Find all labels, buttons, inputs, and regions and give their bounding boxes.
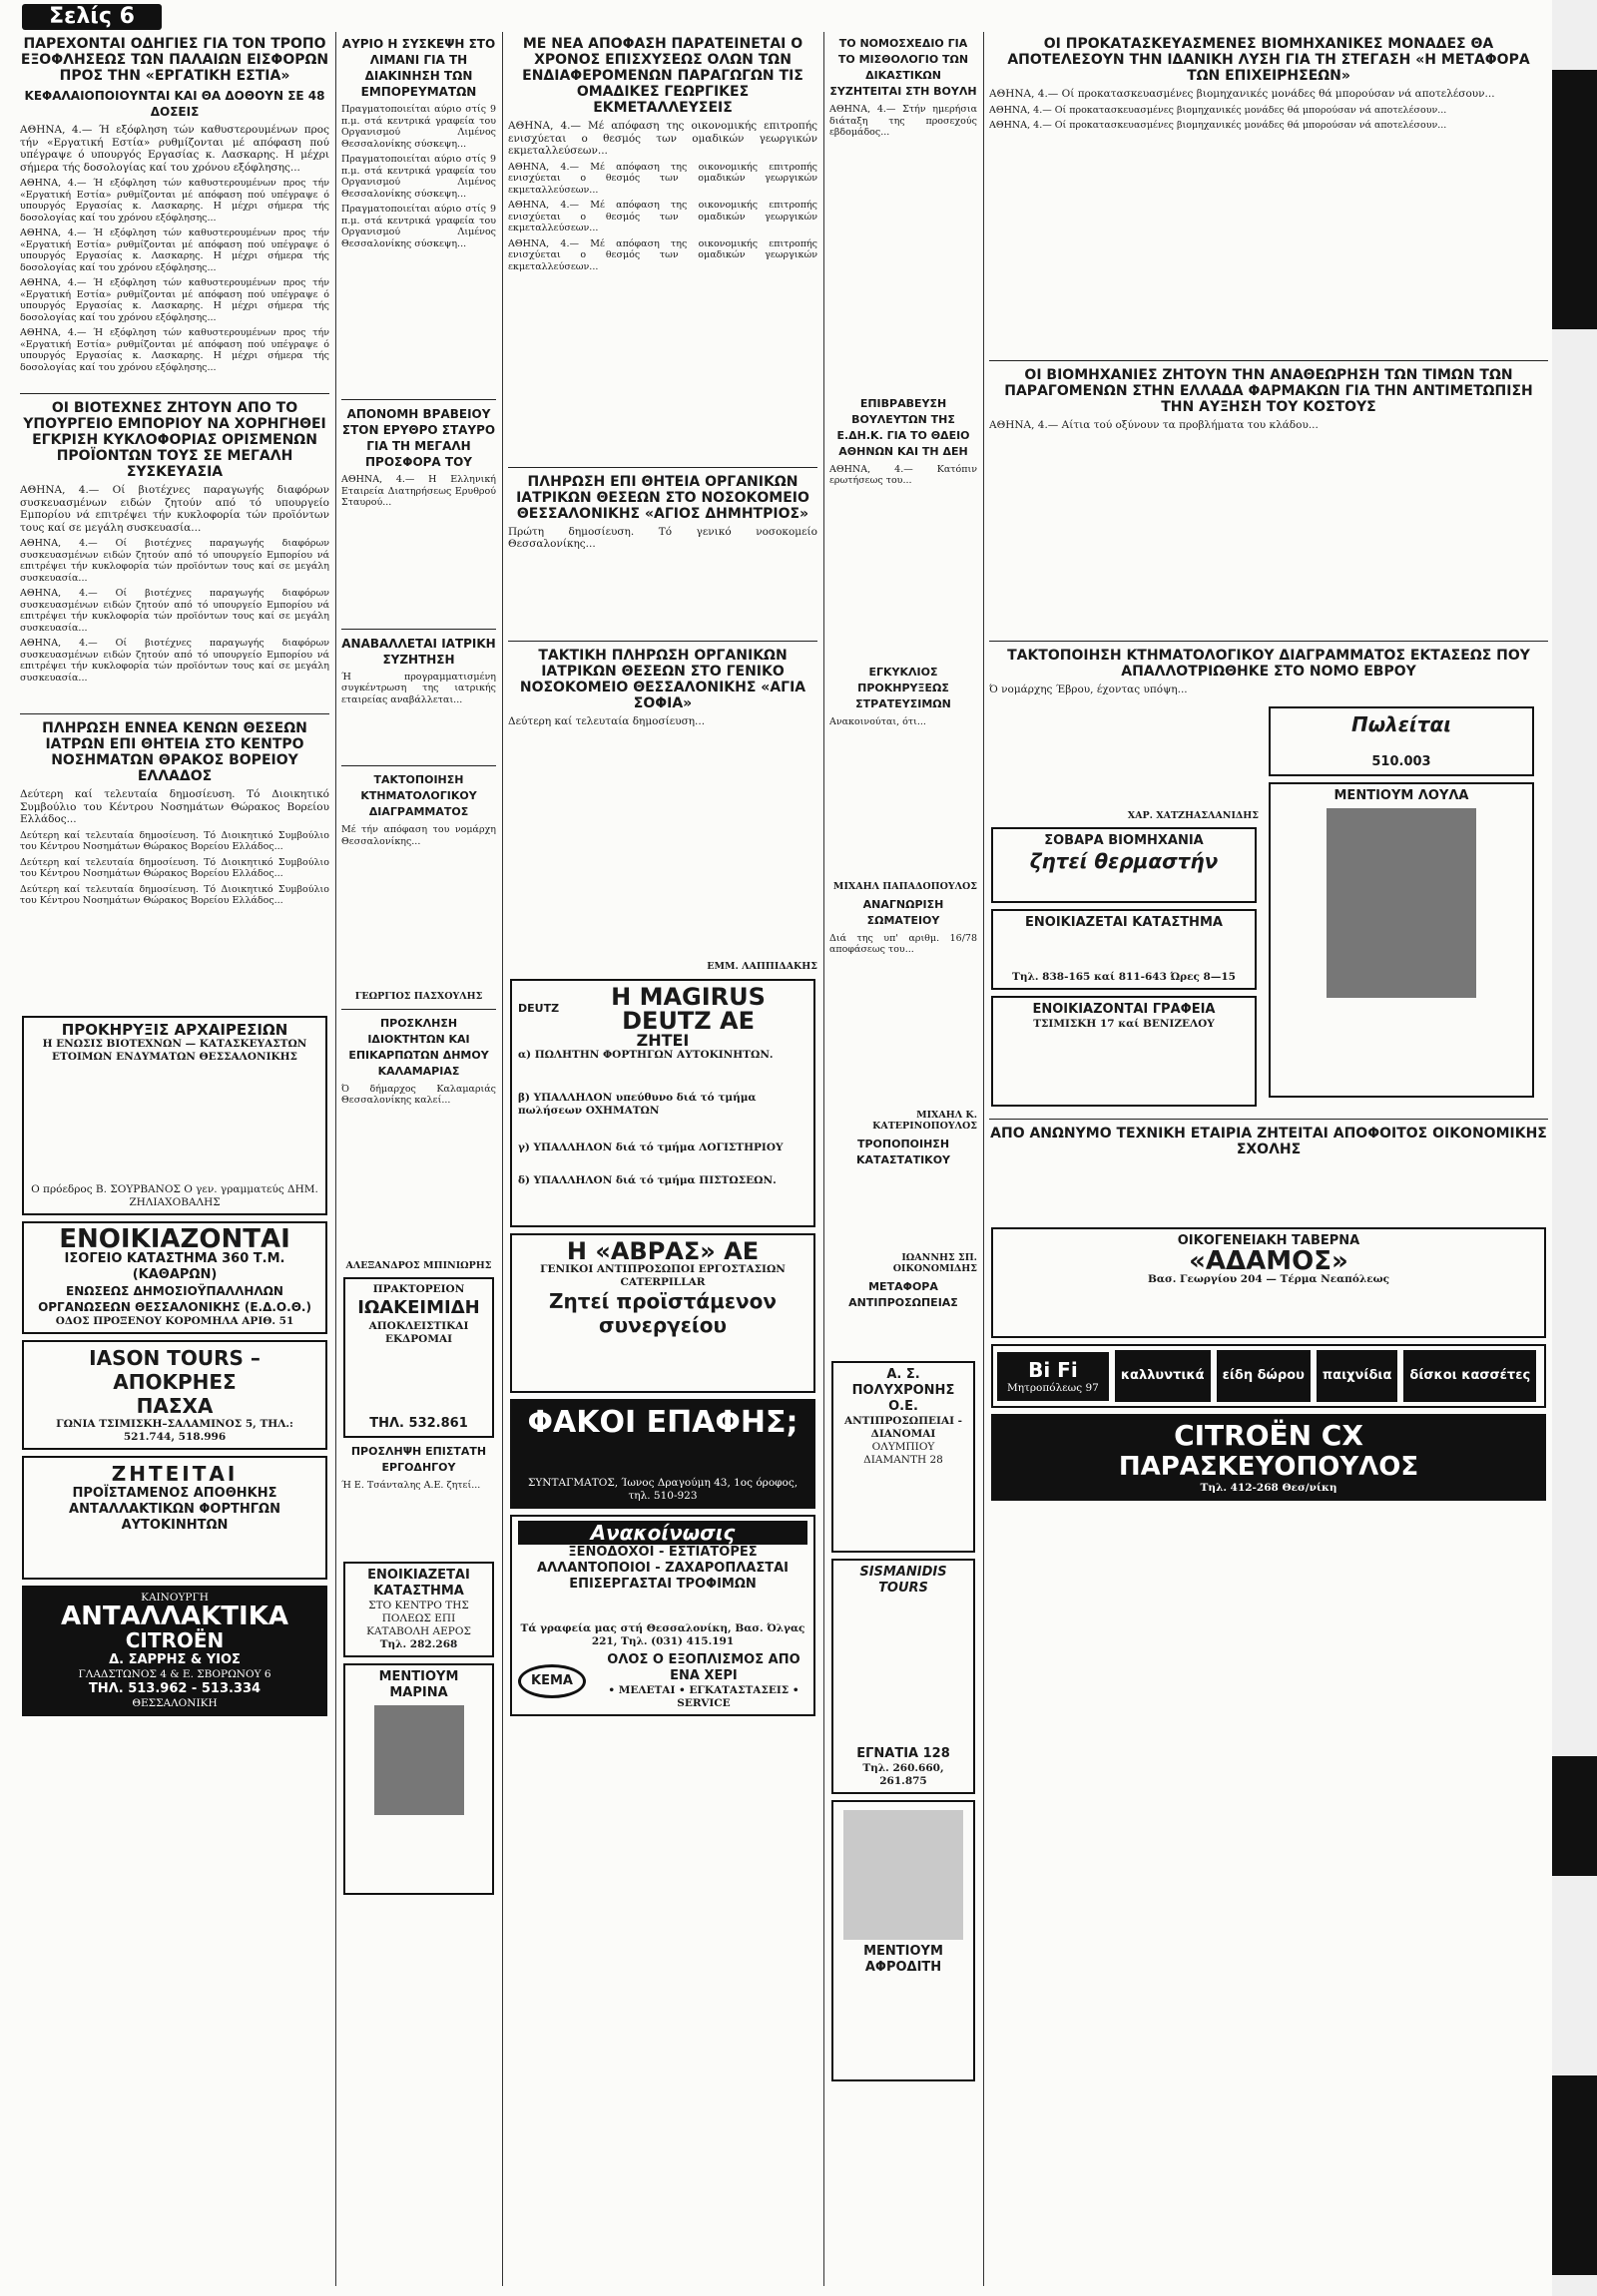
divider [341, 629, 496, 630]
ad-travel-title: ΙΩΑΚΕΙΜΙΔΗ [357, 1297, 480, 1318]
article-craftsmen-continued-3: ΑΘΗΝΑ, 4.— Οί βιοτέχνες παραγωγής διαφόρων συσκευασμένων ειδών ζητούν από τό υπουργείο Εμπορίου νά επιτρέψει τήν κυκλοφορία τών προϊόντων τους καί σε μεγάλη συσκευασία... [20, 638, 329, 684]
article-red-cross: ΑΘΗΝΑ, 4.— Η Ελληνική Εταιρεία Διατηρήσεως Ερυθρού Σταυρού... [341, 474, 496, 508]
text-block [829, 1172, 977, 1252]
edge-black-block [1552, 1756, 1597, 1876]
ad-cx-phone: Τηλ. 412-268 Θεσ/νίκη [1200, 1482, 1337, 1494]
ad-announcement-office: Τά γραφεία μας στή Θεσσαλονίκη, Βασ. Όλγας 221, Τηλ. (031) 415.191 [520, 1621, 805, 1647]
ad-avras-body [518, 1337, 807, 1387]
article-craftsmen-continued-2: ΑΘΗΝΑ, 4.— Οί βιοτέχνες παραγωγής διαφόρων συσκευασμένων ειδών ζητούν από τό υπουργείο Εμπορίου νά επιτρέψει τήν κυκλοφορία τών προϊόντων τους καί σε μεγάλη συσκευασία... [20, 588, 329, 634]
ad-announcement [510, 1515, 815, 1716]
ad-bifi-cosmetics: καλλυντικά [1115, 1350, 1211, 1402]
ad-cx-dealer: ΠΑΡΑΣΚΕΥΟΠΟΥΛΟΣ [1118, 1452, 1419, 1482]
headline-agency-transfer: ΜΕΤΑΦΟΡΑ ΑΝΤΙΠΡΟΣΩΠΕΙΑΣ [848, 1279, 958, 1309]
article-agia-sofia: Δεύτερη καί τελευταία δημοσίευση... [508, 714, 706, 727]
text-block [829, 1315, 977, 1355]
ad-avras-title: Η «ΑΒΡΑΣ» ΑΕ [566, 1236, 760, 1265]
ad-wanted-manager [22, 1456, 327, 1580]
column-rule [983, 32, 984, 2286]
article-port-continued-2: Πραγματοποιείται αύριο στίς 9 π.μ. στά κεντρικά γραφεία του Οργανισμού Λιμένος Θεσσαλονίκης σύσκεψη... [341, 204, 496, 249]
ad-cx-title: CITROËN CX [1174, 1419, 1363, 1452]
headline-prefab-units: ΟΙ ΠΡΟΚΑΤΑΣΚΕΥΑΣΜΕΝΕΣ ΒΙΟΜΗΧΑΝΙΚΕΣ ΜΟΝΑΔΕΣ ΘΑ ΑΠΟΤΕΛΕΣΟΥΝ ΤΗΝ ΙΔΑΝΙΚΗ ΛΥΣΗ ΓΙΑ ΤΗ ΣΤΕΓΑΣΗ «Η ΜΕΤΑΦΟΡΑ ΤΩΝ ΕΠΙΧΕΙΡΗΣΕΩΝ» [1007, 36, 1530, 84]
headline-port: ΑΥΡΙΟ Η ΣΥΣΚΕΨΗ ΣΤΟ ΛΙΜΑΝΙ ΓΙΑ ΤΗ ΔΙΑΚΙΝΗΣΗ ΤΩΝ ΕΜΠΟΡΕΥΜΑΤΩΝ [341, 37, 496, 99]
column-rule [823, 32, 824, 2286]
ad-shop-title: ΕΝΟΙΚΙΑΖΕΤΑΙ ΚΑΤΑΣΤΗΜΑ [367, 1567, 470, 1599]
portrait-photo [374, 1705, 464, 1815]
ad-sismanidis-body [839, 1597, 967, 1746]
headline-economist: ΑΠΟ ΑΝΩΝΥΜΟ ΤΕΧΝΙΚΗ ΕΤΑΙΡΙΑ ΖΗΤΕΙΤΑΙ ΑΠΟΦΟΙΤΟΣ ΟΙΚΟΝΟΜΙΚΗΣ ΣΧΟΛΗΣ [990, 1126, 1547, 1157]
ad-magirus-c-body [518, 1154, 807, 1174]
headline-agios-dimitrios: ΠΛΗΡΩΣΗ ΕΠΙ ΘΗΤΕΙΑ ΟΡΓΑΝΙΚΩΝ ΙΑΤΡΙΚΩΝ ΘΕΣΕΩΝ ΣΤΟ ΝΟΣΟΚΟΜΕΙΟ ΘΕΣΣΑΛΟΝΙΚΗΣ «ΑΓΙΟΣ ΔΗΜΗΤΡΙΟΣ» [516, 473, 809, 522]
ad-announcement-audience: ΞΕΝΟΔΟΧΟΙ - ΕΣΤΙΑΤΟΡΕΣ ΑΛΛΑΝΤΟΠΟΙΟΙ - ΖΑΧΑΡΟΠΛΑΣΤΑΙ ΕΠΙΣΕΡΓΑΣΤΑΙ ΤΡΟΦΙΜΩΝ [537, 1544, 789, 1592]
signature-agia-sofia: ΕΜΜ. ΛΑΠΠΙΔΑΚΗΣ [707, 961, 817, 972]
column-5 [989, 32, 1548, 2286]
text-block [20, 538, 329, 707]
text-block [508, 162, 817, 461]
ad-sale-body [1277, 736, 1526, 754]
article-doctors-continued-3: Δεύτερη καί τελευταία δημοσίευση. Τό Διοικητικό Συμβούλιο του Κέντρου Νοσημάτων Θώρακος Βορείου Ελλάδος... [20, 883, 329, 906]
text-block [989, 435, 1548, 635]
ad-elections-signature: Ο πρόεδρος Β. ΣΟΥΡΒΑΝΟΣ Ο γεν. γραμματεύς ΔΗΜ. ΖΗΛΙΑΧΟΒΑΛΗΣ [31, 1182, 318, 1208]
ad-rent-subtitle: ΙΣΟΓΕΙΟ ΚΑΤΑΣΤΗΜΑ 360 Τ.Μ. (ΚΑΘΑΡΩΝ) [64, 1250, 285, 1282]
ad-citroen-parts [22, 1586, 327, 1716]
ad-bifi-title: Bi Fi [1028, 1357, 1078, 1382]
divider [989, 360, 1548, 361]
ad-elections-title: ΠΡΟΚΗΡΥΞΙΣ ΑΡΧΑΙΡΕΣΙΩΝ [61, 1020, 288, 1039]
ad-iason-tours [22, 1340, 327, 1450]
article-cadastre: Μέ τήν απόφαση του νομάρχη Θεσσαλονίκης... [341, 824, 496, 847]
ad-travel-subtitle: ΑΠΟΚΛΕΙΣΤΙΚΑΙ ΕΚΔΡΟΜΑΙ [368, 1320, 469, 1345]
ad-shop-rent [343, 1562, 494, 1657]
ad-sale-phone: 510.003 [1371, 753, 1431, 769]
ad-citroen-brand: CITROËN [125, 1627, 225, 1652]
ad-elections-body [30, 1064, 319, 1183]
deutz-logo-icon: DEUTZ [518, 1001, 560, 1015]
headline-drug-prices: ΟΙ ΒΙΟΜΗΧΑΝΙΕΣ ΖΗΤΟΥΝ ΤΗΝ ΑΝΑΘΕΩΡΗΣΗ ΤΩΝ ΤΙΜΩΝ ΤΩΝ ΠΑΡΑΓΟΜΕΝΩΝ ΣΤΗΝ ΕΛΛΑΔΑ ΦΑΡΜΑΚΩΝ ΓΙΑ ΤΗΝ ΑΝΤΙΜΕΤΩΠΙΣΗ ΤΗΝ ΑΥΞΗΣΗ ΤΟΥ ΚΟΣΤΟΥΣ [1004, 366, 1533, 415]
article-conscripts: Ανακοινούται, ότι... [829, 715, 926, 727]
signature-evros: ΧΑΡ. ΧΑΤΖΗΑΣΛΑΝΙΔΗΣ [1127, 809, 1259, 821]
divider [508, 641, 817, 642]
article-port: Πραγματοποιείται αύριο στίς 9 π.μ. στά κεντρικά γραφεία του Οργανισμού Λιμένος Θεσσαλονίκης σύσκεψη... [341, 104, 496, 150]
ad-citroen-company: Δ. ΣΑΡΡΗΣ & ΥΙΟΣ [109, 1651, 241, 1667]
ad-afroditi-body [839, 1976, 967, 2075]
ad-medium-loula [1269, 782, 1534, 1098]
signature-kalamaria: ΑΛΕΞΑΝΔΡΟΣ ΜΠΙΝΙΩΡΗΣ [345, 1259, 492, 1271]
ad-sismanidis-address: ΕΓΝΑΤΙΑ 128 [856, 1745, 950, 1761]
text-block [508, 555, 817, 635]
ad-loula-body [1277, 1002, 1526, 1092]
ad-citroen-cx [991, 1414, 1546, 1501]
article-estia-continued: ΑΘΗΝΑ, 4.— Ή εξόφληση τών καθυστερουμένων προς τήν «Εργατική Εστία» ρυθμίζονται μέ απόφαση πού υπέγραψε ό υπουργός Εργασίας κ. Λασκαρης. Η μέχρι σήμερα τής δοσολογίας καί του χρόνου εξόφλησης... [20, 178, 329, 224]
article-port-continued: Πραγματοποιείται αύριο στίς 9 π.μ. στά κεντρικά γραφεία του Οργανισμού Λιμένος Θεσσαλονίκης σύσκεψη... [341, 154, 496, 200]
divider [20, 393, 329, 394]
article-mps: ΑΘΗΝΑ, 4.— Κατόπιν ερωτήσεως του... [829, 463, 977, 486]
ad-magirus-c: γ) ΥΠΑΛΛΗΛΟΝ διά τό τμήμα ΛΟΓΙΣΤΗΡΙΟΥ [518, 1141, 784, 1153]
article-drug-prices: ΑΘΗΝΑ, 4.— Αίτια τού οξύνουν τα προβλήματα του κλάδου... [989, 418, 1319, 431]
ad-citroen-city: ΘΕΣΣΑΛΟΝΙΚΗ [132, 1696, 218, 1709]
signature-cadastre: ΓΕΩΡΓΙΟΣ ΠΑΣΧΟΥΛΗΣ [354, 991, 483, 1002]
headline-mps: ΕΠΙΒΡΑΒΕΥΣΗ ΒΟΥΛΕΥΤΩΝ ΤΗΣ Ε.ΔΗ.Κ. ΓΙΑ ΤΟ ΘΔΕΙΟ ΑΘΗΝΩΝ ΚΑΙ ΤΗ ΔΕΗ [836, 396, 970, 458]
ad-avras-wants: Ζητεί προϊστάμενον συνεργείου [549, 1288, 777, 1337]
ad-sale-title: Πωλείται [1351, 711, 1451, 736]
article-evros: Ό νομάρχης Έβρου, έχοντας υπόψη... [989, 684, 1188, 695]
article-estia-continued-3: ΑΘΗΝΑ, 4.— Ή εξόφληση τών καθυστερουμένων προς τήν «Εργατική Εστία» ρυθμίζονται μέ απόφαση πού υπέγραψε ό υπουργός Εργασίας κ. Λασκαρης. Η μέχρι σήμερα τής δοσολογίας καί του χρόνου εξόφλησης... [20, 277, 329, 323]
ad-announcement-equipment: ΟΛΟΣ Ο ΕΞΟΠΛΙΣΜΟΣ ΑΠΟ ΕΝΑ ΧΕΡΙ [607, 1651, 800, 1683]
ad-adamos-address: Βασ. Γεωργίου 204 — Τέρμα Νεαπόλεως [1148, 1273, 1389, 1285]
ad-grid-right [1267, 700, 1536, 1114]
ad-elections [22, 1016, 327, 1215]
ad-iason-address: ΓΩΝΙΑ ΤΣΙΜΙΣΚΗ–ΣΑΛΑΜΙΝΟΣ 5, ΤΗΛ.: 521.744, 518.996 [56, 1417, 293, 1443]
ad-magirus-d: δ) ΥΠΑΛΛΗΛΟΝ διά τό τμήμα ΠΙΣΤΩΣΕΩΝ. [518, 1173, 777, 1186]
ad-bifi-address: Μητροπόλεως 97 [1007, 1381, 1099, 1394]
ad-bifi [991, 1344, 1546, 1408]
ad-lenses-address: ΣΥΝΤΑΓΜΑΤΟΣ, Ίωνος Δραγούμη 43, 1ος όροφος, τηλ. 510-923 [527, 1476, 798, 1502]
text-block [829, 960, 977, 1110]
text-block [20, 178, 329, 387]
ad-iason-easter: ΠΑΣΧΑ [136, 1393, 214, 1418]
ad-travel-agency [343, 1277, 494, 1438]
text-block [341, 851, 496, 991]
headline-farms: ΜΕ ΝΕΑ ΑΠΟΦΑΣΗ ΠΑΡΑΤΕΙΝΕΤΑΙ Ο ΧΡΟΝΟΣ ΕΠΙΣΧΥΣΕΩΣ ΟΛΩΝ ΤΩΝ ΕΝΔΙΑΦΕΡΟΜΕΝΩΝ ΠΑΡΑΓΩΓΩΝ ΤΙΣ ΟΜΑΔΙΚΕΣ ΓΕΩΡΓΙΚΕΣ ΕΚΜΕΤΑΛΛΕΥΣΕΙΣ [522, 36, 803, 116]
ad-avras [510, 1233, 815, 1393]
text-block [341, 154, 496, 393]
text-block [20, 830, 329, 1010]
ad-travel-phone: ΤΗΛ. 532.861 [369, 1416, 468, 1431]
ad-travel-body [351, 1346, 486, 1416]
section-masthead: Σελίς 6 [22, 4, 162, 30]
column-rule [502, 32, 503, 2286]
ad-polychronis-title: Α. Σ. ΠΟΛΥΧΡΟΝΗΣ Ο.Ε. [851, 1366, 955, 1414]
column-rule [335, 32, 336, 2286]
ad-heater [991, 827, 1257, 903]
article-doctors-thrace: Δεύτερη καί τελευταία δημοσίευση. Τό Διοικητικό Συμβούλιο του Κέντρου Νοσημάτων Θώρακος Βορείου Ελλάδος... [20, 788, 329, 825]
portrait-photo [843, 1810, 963, 1940]
adjacent-page-edge [1552, 0, 1597, 2296]
ad-adamos-body [999, 1286, 1538, 1332]
ad-store-title: ΕΝΟΙΚΙΑΖΕΤΑΙ ΚΑΤΑΣΤΗΜΑ [1025, 915, 1223, 930]
article-prefab-continued: ΑΘΗΝΑ, 4.— Οί προκατασκευασμένες βιομηχανικές μονάδες θά μπορούσαν νά αποτελέσουν... [989, 104, 1447, 116]
ad-citroen-title: ΑΝΤΑΛΛΑΚΤΙΚΑ [61, 1601, 288, 1631]
signature-association: ΜΙΧΑΗΛ Κ. ΚΑΤΕΡΙΝΟΠΟΥΛΟΣ [872, 1109, 977, 1132]
ad-announcement-list: • ΜΕΛΕΤΑΙ • ΕΓΚΑΤΑΣΤΑΣΕΙΣ • SERVICE [608, 1683, 799, 1709]
ad-heater-title: ζητεί θερμαστήν [1029, 849, 1219, 873]
column-2 [341, 32, 496, 2286]
ad-avras-subtitle: ΓΕΝΙΚΟΙ ΑΝΤΙΠΡΟΣΩΠΟΙ ΕΡΓΟΣΤΑΣΙΩΝ CATERPILLAR [540, 1262, 786, 1288]
ad-wanted-subtitle: ΠΡΟΪΣΤΑΜΕΝΟΣ ΑΠΟΘΗΚΗΣ ΑΝΤΑΛΛΑΚΤΙΚΩΝ ΦΟΡΤΗΓΩΝ ΑΥΤΟΚΙΝΗΤΩΝ [69, 1485, 280, 1533]
ad-magirus-title: Η MAGIRUS DEUTZ AE [611, 982, 766, 1035]
ad-sismanidis-phone: Τηλ. 260.660, 261.875 [862, 1761, 944, 1787]
ad-heater-body [999, 873, 1249, 897]
divider [341, 765, 496, 766]
headline-red-cross: ΑΠΟΝΟΜΗ ΒΡΑΒΕΙΟΥ ΣΤΟΝ ΕΡΥΘΡΟ ΣΤΑΥΡΟ ΓΙΑ ΤΗ ΜΕΓΑΛΗ ΠΡΟΣΦΟΡΑ ΤΟΥ [341, 407, 496, 469]
text-block [989, 700, 1259, 810]
ad-sismanidis [831, 1559, 975, 1794]
article-craftsmen: ΑΘΗΝΑ, 4.— Οί βιοτέχνες παραγωγής διαφόρων συσκευασμένων ειδών ζητούν από τό υπουργείο Εμπορίου νά επιτρέψει τήν κυκλοφορία τών προϊόντων τους καί σε μεγάλη συσκευασία... [20, 484, 329, 534]
article-prefab-continued-2: ΑΘΗΝΑ, 4.— Οί προκατασκευασμένες βιομηχανικές μονάδες θά μπορούσαν νά αποτελέσουν... [989, 120, 1447, 131]
article-farms-continued-2: ΑΘΗΝΑ, 4.— Μέ απόφαση της οικονομικής επιτροπής ενισχύεται ο θεσμός των ομαδικών γεωργικών εκμεταλλεύσεων... [508, 200, 817, 233]
divider [989, 1119, 1548, 1120]
article-kalamaria: Ό δήμαρχος Καλαμαριάς Θεσσαλονίκης καλεί... [341, 1083, 496, 1106]
ad-citroen-new: ΚΑΙΝΟΥΡΓΗ [141, 1591, 209, 1604]
ad-grid [989, 700, 1548, 1114]
ad-magirus-d-body [518, 1187, 807, 1221]
headline-kalamaria: ΠΡΟΣΚΛΗΣΗ ΙΔΙΟΚΤΗΤΩΝ ΚΑΙ ΕΠΙΚΑΡΠΩΤΩΝ ΔΗΜΟΥ ΚΑΛΑΜΑΡΙΑΣ [348, 1016, 489, 1078]
article-medical: Ή προγραμματισμένη συγκέντρωση της ιατρικής εταιρείας αναβάλλεται... [341, 671, 496, 705]
divider [341, 399, 496, 400]
ad-lenses-title: ΦΑΚΟΙ ΕΠΑΦΗΣ; [527, 1404, 798, 1440]
ad-polychronis-body [839, 1467, 967, 1547]
ad-store-phone: Τηλ. 838-165 καί 811-643 Ώρες 8—15 [1012, 971, 1236, 983]
article-prefab-units: ΑΘΗΝΑ, 4.— Οί προκατασκευασμένες βιομηχανικές μονάδες θά μπορούσαν νά αποτελέσουν... [989, 88, 1495, 100]
headline-conscripts: ΕΓΚΥΚΛΙΟΣ ΠΡΟΚΗΡΥΞΕΩΣ ΣΤΡΑΤΕΥΣΙΜΩΝ [855, 665, 951, 710]
article-farms-continued-3: ΑΘΗΝΑ, 4.— Μέ απόφαση της οικονομικής επιτροπής ενισχύεται ο θεσμός των ομαδικών γεωργικών εκμεταλλεύσεων... [508, 237, 817, 272]
text-block [341, 709, 496, 759]
ad-medium-marina [343, 1663, 494, 1895]
article-estia-continued-4: ΑΘΗΝΑ, 4.— Ή εξόφληση τών καθυστερουμένων προς τήν «Εργατική Εστία» ρυθμίζονται μέ απόφαση πού υπέγραψε ό υπουργός Εργασίας κ. Λασκαρης. Η μέχρι σήμερα τής δοσολογίας καί του χρόνου εξόφλησης... [20, 327, 329, 373]
ad-offices-address: ΤΣΙΜΙΣΚΗ 17 καί ΒΕΝΙΖΕΛΟΥ [1033, 1018, 1215, 1030]
headline-association: ΑΝΑΓΝΩΡΙΣΗ ΣΩΜΑΤΕΙΟΥ [862, 897, 944, 927]
ad-offices-body [999, 1031, 1249, 1101]
ad-polychronis-subtitle: ΑΝΤΙΠΡΟΣΩΠΕΙΑΙ - ΔΙΑΝΟΜΑΙ [843, 1414, 963, 1440]
ad-announcement-body [518, 1593, 807, 1622]
headline-statute: ΤΡΟΠΟΠΟΙΗΣΗ ΚΑΤΑΣΤΑΤΙΚΟΥ [855, 1137, 951, 1166]
text-block [989, 1161, 1548, 1221]
article-estia: ΑΘΗΝΑ, 4.— Ή εξόφληση τών καθυστερουμένων προς τήν «Εργατική Εστία» ρυθμίζονται μέ απόφαση πού υπέγραψε ό υπουργός Εργασίας κ. Λασκαρης. Η μέχρι σήμερα τής δοσολογίας καί του χρόνου εξόφλησης... [20, 124, 329, 174]
ad-polychronis [831, 1361, 975, 1553]
text-block [989, 105, 1548, 354]
ad-travel-label: ΠΡΑΚΤΟΡΕΙΟΝ [372, 1283, 465, 1295]
ad-heater-company: ΣΟΒΑΡΑ ΒΙΟΜΗΧΑΝΙΑ [1044, 833, 1204, 848]
ad-marina-body [351, 1819, 486, 1889]
headline-agia-sofia: ΤΑΚΤΙΚΗ ΠΛΗΡΩΣΗ ΟΡΓΑΝΙΚΩΝ ΙΑΤΡΙΚΩΝ ΘΕΣΕΩΝ ΣΤΟ ΓΕΝΙΚΟ ΝΟΣΟΚΟΜΕΙΟ ΘΕΣΣΑΛΟΝΙΚΗΣ «ΑΓΙΑ ΣΟΦΙΑ» [519, 647, 806, 711]
ad-announcement-title: Ανακοίνωσις [518, 1521, 807, 1545]
article-craftsmen-continued: ΑΘΗΝΑ, 4.— Οί βιοτέχνες παραγωγής διαφόρων συσκευασμένων ειδών ζητούν από τό υπουργείο Εμπορίου νά επιτρέψει τήν κυκλοφορία τών προϊόντων τους καί σε μεγάλη συσκευασία... [20, 538, 329, 584]
edge-black-block [1552, 2075, 1597, 2275]
ad-bifi-gifts: είδη δώρου [1217, 1350, 1311, 1402]
divider [341, 1009, 496, 1010]
ad-offices [991, 996, 1257, 1107]
article-doctors-continued-2: Δεύτερη καί τελευταία δημοσίευση. Τό Διοικητικό Συμβούλιο του Κέντρου Νοσημάτων Θώρακος Βορείου Ελλάδος... [20, 856, 329, 879]
article-association: Διά της υπ' αριθμ. 16/78 αποφάσεως του... [829, 932, 977, 955]
ad-adamos-label: ΟΙΚΟΓΕΝΕΙΑΚΗ ΤΑΒΕΡΝΑ [1177, 1233, 1360, 1248]
text-block [341, 513, 496, 623]
headline-evros: ΤΑΚΤΟΠΟΙΗΣΗ ΚΤΗΜΑΤΟΛΟΓΙΚΟΥ ΔΙΑΓΡΑΜΜΑΤΟΣ ΕΚΤΑΣΕΩΣ ΠΟΥ ΑΠΑΛΛΟΤΡΙΩΘΗΚΕ ΣΤΟ ΝΟΜΟ ΕΒΡΟΥ [1007, 648, 1530, 680]
ad-rent-title: ΕΝΟΙΚΙΑΖΟΝΤΑΙ [59, 1223, 290, 1254]
ad-magirus-wants: ΖΗΤΕΙ [636, 1030, 690, 1050]
ad-shop-phone: Τηλ. 282.268 [379, 1637, 458, 1650]
ad-rent-store [22, 1221, 327, 1334]
ad-grid-left [989, 700, 1259, 1114]
ad-rent-body: ΕΝΩΣΕΩΣ ΔΗΜΟΣΙΟΫΠΑΛΛΗΛΩΝ ΟΡΓΑΝΩΣΕΩΝ ΘΕΣΣΑΛΟΝΙΚΗΣ (Ε.Δ.Ο.Θ.) [38, 1283, 311, 1314]
article-estia-continued-2: ΑΘΗΝΑ, 4.— Ή εξόφληση τών καθυστερουμένων προς τήν «Εργατική Εστία» ρυθμίζονται μέ απόφαση πού υπέγραψε ό υπουργός Εργασίας κ. Λασκαρης. Η μέχρι σήμερα τής δοσολογίας καί του χρόνου εξόφλησης... [20, 228, 329, 273]
ad-wanted-title: ΖΗΤΕΙΤΑΙ [111, 1461, 239, 1486]
text-block [508, 731, 817, 961]
ad-announcement-services [600, 1652, 807, 1710]
ad-announcement-footer [518, 1652, 807, 1710]
headline-doctors-thrace: ΠΛΗΡΩΣΗ ΕΝΝΕΑ ΚΕΝΩΝ ΘΕΣΕΩΝ ΙΑΤΡΩΝ ΕΠΙ ΘΗΤΕΙΑ ΣΤΟ ΚΕΝΤΡΟ ΝΟΣΗΜΑΤΩΝ ΘΡΑΚΟΣ ΒΟΡΕΙΟΥ ΕΛΛΑΔΟΣ [42, 720, 307, 784]
ad-adamos [991, 1227, 1546, 1338]
ad-magirus-header [518, 982, 807, 1035]
ad-lenses-body [518, 1441, 807, 1477]
text-block [341, 1496, 496, 1556]
headline-medical: ΑΝΑΒΑΛΛΕΤΑΙ ΙΑΤΡΙΚΗ ΣΥΖΗΤΗΣΗ [341, 636, 496, 667]
ad-store-rent [991, 909, 1257, 990]
text-block [829, 143, 977, 392]
headline-foreman: ΠΡΟΣΛΗΨΗ ΕΠΙΣΤΑΤΗ ΕΡΓΟΔΗΓΟΥ [350, 1445, 487, 1474]
ad-sismanidis-title: SISMANIDIS TOURS [859, 1564, 947, 1596]
bifi-logo-icon [997, 1352, 1109, 1401]
ad-elections-subtitle: Η ΕΝΩΣΙΣ ΒΙΟΤΕΧΝΩΝ — ΚΑΤΑΣΚΕΥΑΣΤΩΝ ΕΤΟΙΜΩΝ ΕΝΔΥΜΑΤΩΝ ΘΕΣΣΑΛΟΝΙΚΗΣ [42, 1037, 307, 1063]
signature-statute: ΙΩΑΝΝΗΣ ΣΠ. ΟΙΚΟΝΟΜΙΔΗΣ [892, 1251, 977, 1274]
ad-magirus-a: α) ΠΩΛΗΤΗΝ ΦΟΡΤΗΓΩΝ ΑΥΤΟΚΙΝΗΤΩΝ. [518, 1048, 774, 1061]
ad-citroen-address: ΓΛΑΔΣΤΩΝΟΣ 4 & Ε. ΣΒΟΡΩΝΟΥ 6 [78, 1667, 271, 1680]
article-farms: ΑΘΗΝΑ, 4.— Μέ απόφαση της οικονομικής επιτροπής ενισχύεται ο θεσμός των ομαδικών γεωργικών εκμεταλλεύσεων... [508, 120, 817, 157]
ad-iason-title: IASON TOURS – ΑΠΟΚΡΗΕΣ [89, 1345, 261, 1394]
headline-craftsmen: ΟΙ ΒΙΟΤΕΧΝΕΣ ΖΗΤΟΥΝ ΑΠΟ ΤΟ ΥΠΟΥΡΓΕΙΟ ΕΜΠΟΡΙΟΥ ΝΑ ΧΟΡΗΓΗΘΕΙ ΕΓΚΡΙΣΗ ΚΥΚΛΟΦΟΡΙΑΣ ΟΡΙΣΜΕΝΩΝ ΠΡΟΪΟΝΤΩΝ ΤΟΥΣ ΣΕ ΜΕΓΑΛΗ ΣΥΣΚΕΥΑΣΙΑ [23, 400, 326, 480]
ad-polychronis-address: ΟΛΥΜΠΙΟΥ ΔΙΑΜΑΝΤΗ 28 [863, 1440, 943, 1466]
article-doctors-continued: Δεύτερη καί τελευταία δημοσίευση. Τό Διοικητικό Συμβούλιο του Κέντρου Νοσημάτων Θώρακος Βορείου Ελλάδος... [20, 829, 329, 852]
ad-marina-title: ΜΕΝΤΙΟΥΜ ΜΑΡΙΝΑ [378, 1668, 459, 1700]
ad-magirus [510, 979, 815, 1227]
divider [20, 713, 329, 714]
divider [989, 641, 1548, 642]
edge-black-block [1552, 70, 1597, 329]
text-block [829, 731, 977, 881]
column-3 [508, 32, 817, 2286]
ad-rent-address: ΟΔΟΣ ΠΡΟΞΕΝΟΥ ΚΟΡΟΜΗΛΑ ΑΡΙΘ. 51 [55, 1314, 294, 1327]
ad-offices-title: ΕΝΟΙΚΙΑΖΟΝΤΑΙ ΓΡΑΦΕΙΑ [1032, 1002, 1216, 1017]
headline-cadastre: ΤΑΚΤΟΠΟΙΗΣΗ ΚΤΗΜΑΤΟΛΟΓΙΚΟΥ ΔΙΑΓΡΑΜΜΑΤΟΣ [360, 773, 477, 818]
ad-loula-title: ΜΕΝΤΙΟΥΜ ΛΟΥΛΑ [1333, 787, 1469, 803]
subheadline-estia: ΚΕΦΑΛΑΙΟΠΟΙΟΥΝΤΑΙ ΚΑΙ ΘΑ ΔΟΘΟΥΝ ΣΕ 48 ΔΟΣΕΙΣ [24, 89, 325, 119]
ad-medium-afroditi [831, 1800, 975, 2081]
text-block [341, 1111, 496, 1260]
column-4 [829, 32, 977, 2286]
ad-adamos-title: «ΑΔΑΜΟΣ» [1189, 1246, 1348, 1276]
ad-magirus-a-body [518, 1062, 807, 1092]
headline-estia: ΠΑΡΕΧΟΝΤΑΙ ΟΔΗΓΙΕΣ ΓΙΑ ΤΟΝ ΤΡΟΠΟ ΕΞΟΦΛΗΣΕΩΣ ΤΩΝ ΠΑΛΑΙΩΝ ΕΙΣΦΟΡΩΝ ΠΡΟΣ ΤΗΝ «ΕΡΓΑΤΙΚΗ ΕΣΤΙΑ» [20, 36, 329, 84]
column-1 [20, 32, 329, 2286]
ad-wanted-body [30, 1534, 319, 1574]
ad-magirus-b-body [518, 1118, 807, 1142]
ad-shop-subtitle: ΣΤΟ ΚΕΝΤΡΟ ΤΗΣ ΠΟΛΕΩΣ ΕΠΙ ΚΑΤΑΒΟΛΗ ΑΕΡΟΣ [366, 1599, 471, 1637]
portrait-photo [1327, 808, 1476, 998]
ad-magirus-b: β) ΥΠΑΛΛΗΛΟΝ υπεύθυνο διά τό τμήμα πωλήσεων ΟΧΗΜΑΤΩΝ [518, 1091, 757, 1117]
ad-contact-lenses [510, 1399, 815, 1509]
article-judges-pay: ΑΘΗΝΑ, 4.— Στήν ημερήσια διάταξη της προσεχούς εβδομάδος... [829, 104, 977, 138]
ad-bifi-toys: παιχνίδια [1317, 1350, 1398, 1402]
headline-judges-pay: ΤΟ ΝΟΜΟΣΧΕΔΙΟ ΓΙΑ ΤΟ ΜΙΣΘΟΛΟΓΙΟ ΤΩΝ ΔΙΚΑΣΤΙΚΩΝ ΣΥΖΗΤΕΙΤΑΙ ΣΤΗ ΒΟΥΛΗ [829, 37, 977, 98]
ad-for-sale [1269, 706, 1534, 776]
ad-afroditi-title: ΜΕΝΤΙΟΥΜ ΑΦΡΟΔΙΤΗ [863, 1943, 943, 1975]
text-block [829, 491, 977, 661]
ad-citroen-phone: ΤΗΛ. 513.962 - 513.334 [88, 1680, 262, 1696]
ad-store-body [999, 931, 1249, 971]
article-farms-continued: ΑΘΗΝΑ, 4.— Μέ απόφαση της οικονομικής επιτροπής ενισχύεται ο θεσμός των ομαδικών γεωργικών εκμεταλλεύσεων... [508, 161, 817, 196]
kema-logo-icon: KEMA [518, 1664, 586, 1698]
article-agios-dimitrios: Πρώτη δημοσίευση. Τό γενικό νοσοκομείο Θεσσαλονίκης... [508, 525, 817, 550]
signature-conscripts: ΜΙΧΑΗΛ ΠΑΠΑΔΟΠΟΥΛΟΣ [832, 881, 977, 892]
article-foreman: Ή Ε. Τσάνταλης Α.Ε. ζητεί... [341, 1480, 481, 1491]
ad-bifi-records: δίσκοι κασσέτες [1403, 1350, 1536, 1402]
divider [508, 467, 817, 468]
